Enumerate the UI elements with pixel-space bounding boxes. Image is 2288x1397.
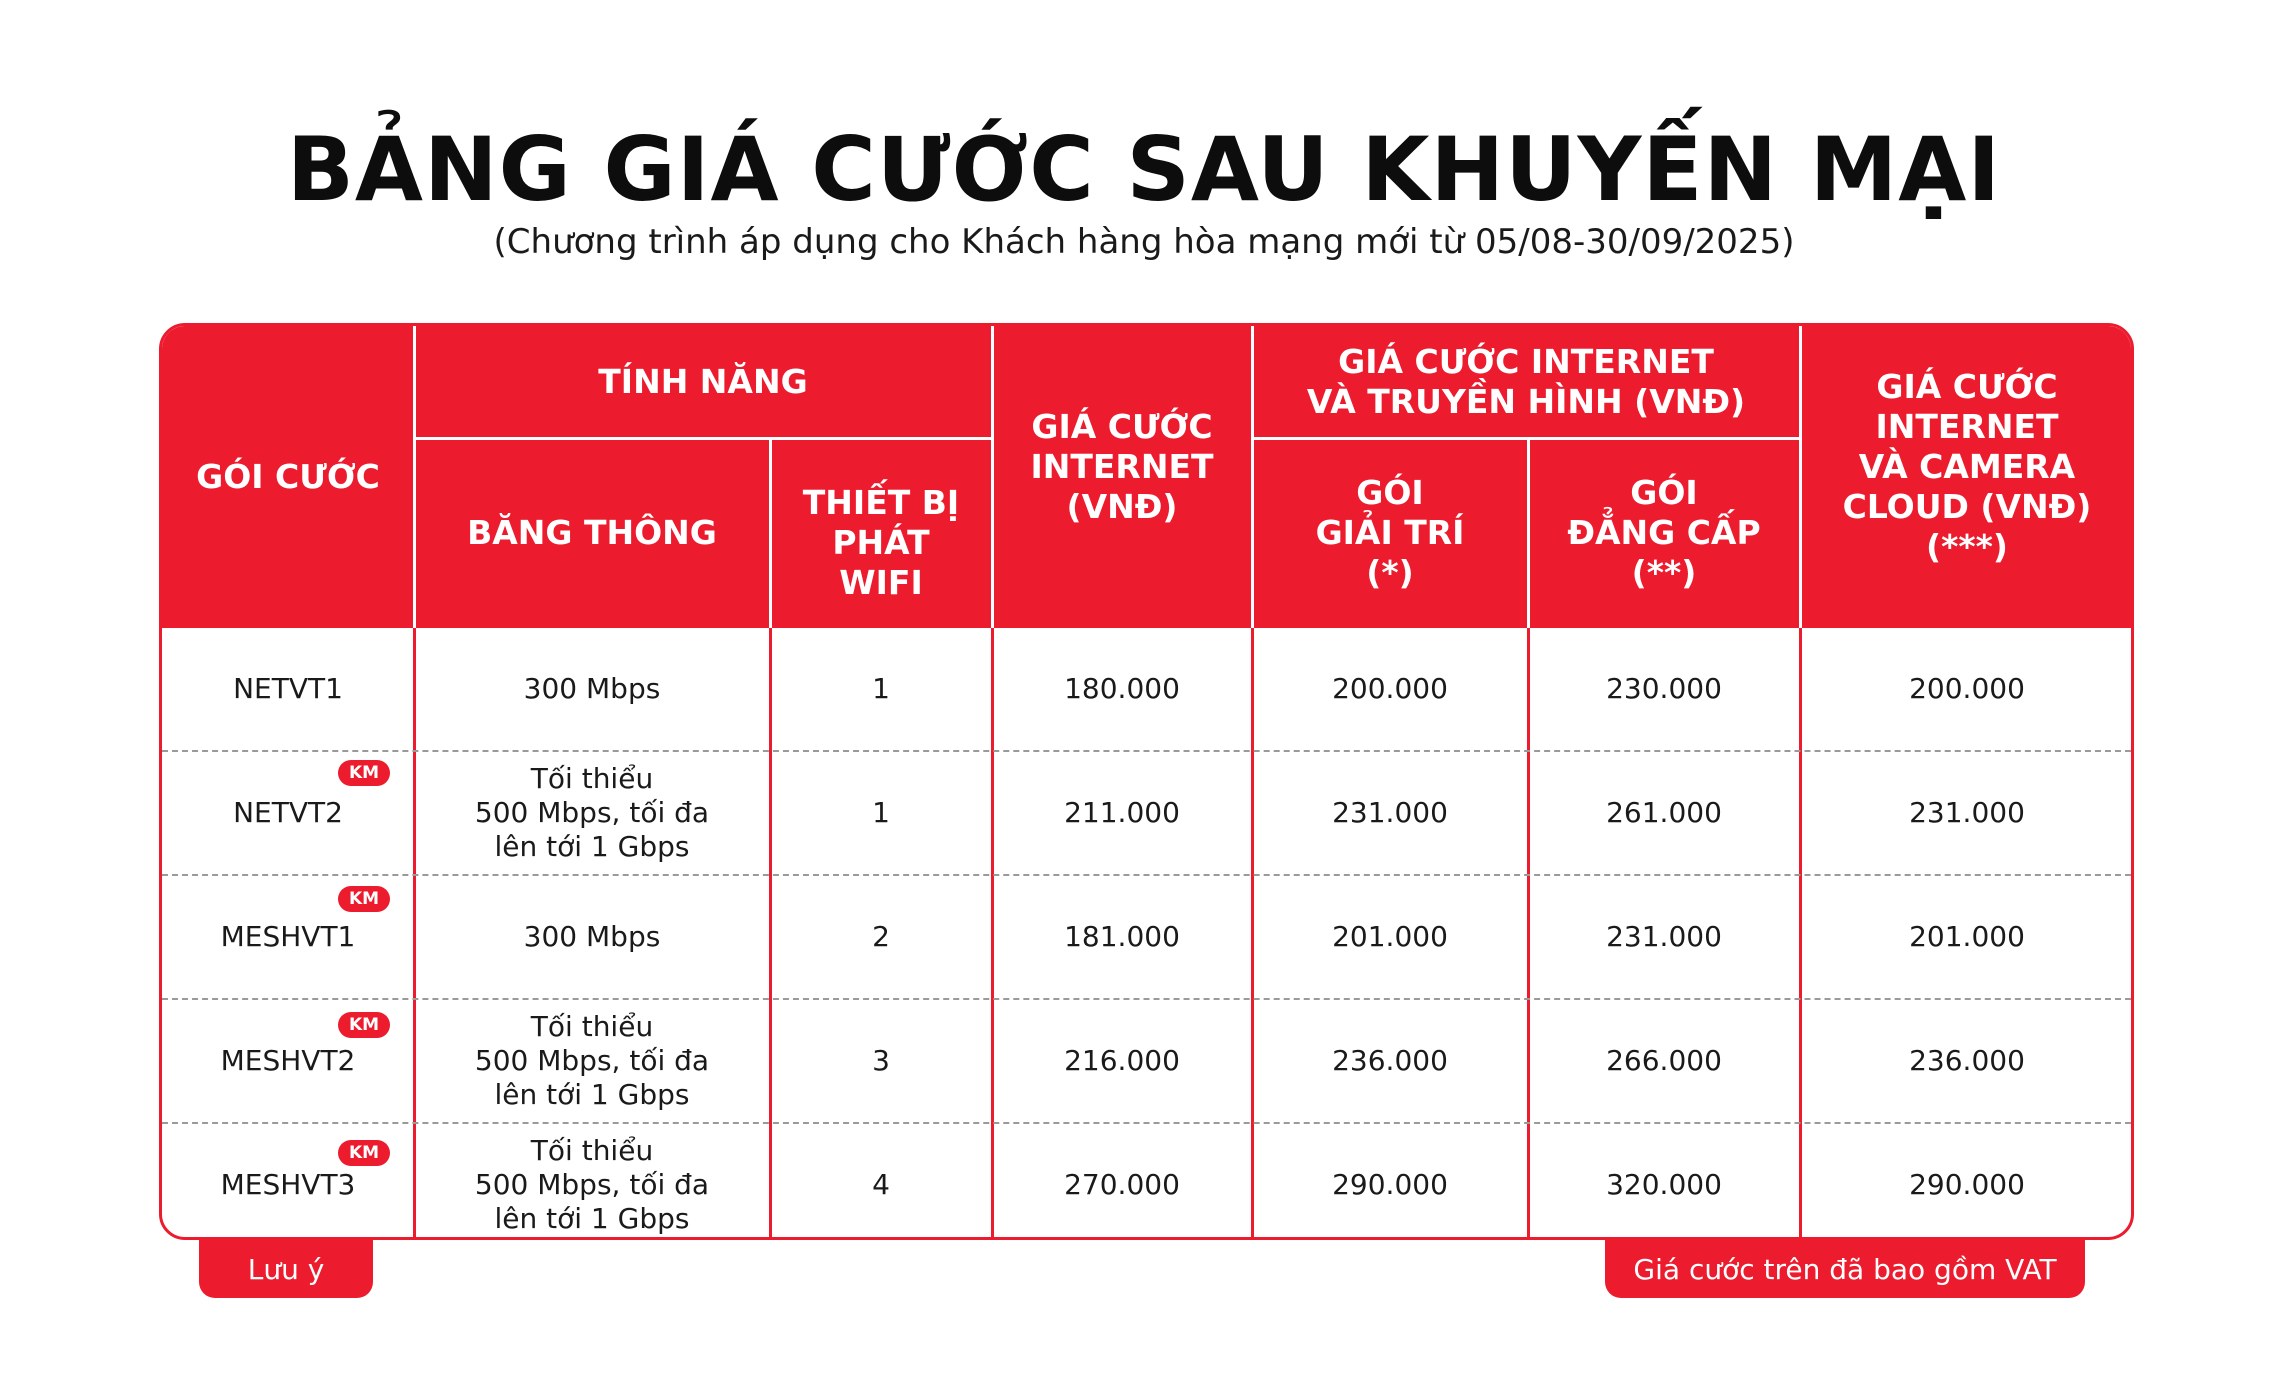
row-bandwidth: Tối thiểu 500 Mbps, tối đa lên tới 1 Gbps — [474, 762, 710, 863]
row-name: NETVT1 — [233, 672, 343, 705]
row-dang-cap-price: 266.000 — [1606, 1044, 1722, 1077]
row-devices: 3 — [872, 1044, 890, 1077]
row-dang-cap-price: 231.000 — [1606, 920, 1722, 953]
row-dang-cap-price: 320.000 — [1606, 1168, 1722, 1201]
header-goi-cuoc: GÓI CƯỚC — [162, 326, 414, 628]
row-giai-tri-price: 231.000 — [1332, 796, 1448, 829]
row-devices: 1 — [872, 796, 890, 829]
header-gia-internet: GIÁ CƯỚC INTERNET (VNĐ) — [992, 326, 1252, 628]
row-internet-price: 181.000 — [1064, 920, 1180, 953]
row-giai-tri-price: 200.000 — [1332, 672, 1448, 705]
row-name: MESHVT1 — [220, 920, 356, 953]
header-divider — [414, 437, 992, 440]
header-divider — [1252, 437, 1800, 440]
row-camera-price: 236.000 — [1909, 1044, 2025, 1077]
km-badge: KM — [338, 1012, 390, 1038]
header-goi-dang-cap: GÓI ĐẲNG CẤP (**) — [1528, 438, 1800, 628]
row-bandwidth: 300 Mbps — [523, 920, 661, 953]
row-dang-cap-price: 261.000 — [1606, 796, 1722, 829]
header-divider — [1251, 326, 1254, 628]
header-goi-giai-tri: GÓI GIẢI TRÍ (*) — [1252, 438, 1528, 628]
row-bandwidth: Tối thiểu 500 Mbps, tối đa lên tới 1 Gbps — [474, 1010, 710, 1111]
row-name: NETVT2 — [233, 796, 343, 829]
row-bandwidth: Tối thiểu 500 Mbps, tối đa lên tới 1 Gbps — [474, 1134, 710, 1235]
row-internet-price: 211.000 — [1064, 796, 1180, 829]
km-badge: KM — [338, 1140, 390, 1166]
row-name: MESHVT3 — [220, 1168, 356, 1201]
header-bang-thong: BĂNG THÔNG — [414, 438, 770, 628]
row-dang-cap-price: 230.000 — [1606, 672, 1722, 705]
header-divider — [769, 438, 772, 628]
row-giai-tri-price: 236.000 — [1332, 1044, 1448, 1077]
header-tinh-nang: TÍNH NĂNG — [414, 326, 992, 438]
page-title: BẢNG GIÁ CƯỚC SAU KHUYẾN MẠI — [286, 118, 2002, 221]
row-camera-price: 290.000 — [1909, 1168, 2025, 1201]
row-camera-price: 200.000 — [1909, 672, 2025, 705]
row-internet-price: 270.000 — [1064, 1168, 1180, 1201]
note-tab: Lưu ý — [199, 1240, 373, 1298]
row-bandwidth: 300 Mbps — [523, 672, 661, 705]
header-divider — [991, 326, 994, 628]
row-camera-price: 231.000 — [1909, 796, 2025, 829]
price-table — [159, 323, 2134, 1240]
row-devices: 1 — [872, 672, 890, 705]
header-divider — [413, 326, 416, 628]
km-badge: KM — [338, 886, 390, 912]
header-gia-camera-cloud: GIÁ CƯỚC INTERNET VÀ CAMERA CLOUD (VNĐ) (***) — [1800, 326, 2134, 628]
header-gia-internet-truyen-hinh: GIÁ CƯỚC INTERNET VÀ TRUYỀN HÌNH (VNĐ) — [1252, 326, 1800, 438]
row-internet-price: 216.000 — [1064, 1044, 1180, 1077]
header-thiet-bi-wifi: THIẾT BỊ PHÁT WIFI — [770, 438, 992, 628]
km-badge: KM — [338, 760, 390, 786]
row-camera-price: 201.000 — [1909, 920, 2025, 953]
row-devices: 2 — [872, 920, 890, 953]
row-giai-tri-price: 290.000 — [1332, 1168, 1448, 1201]
row-name: MESHVT2 — [220, 1044, 356, 1077]
page-subtitle: (Chương trình áp dụng cho Khách hàng hòa mạng mới từ 05/08-30/09/2025) — [493, 222, 1795, 262]
header-divider — [1527, 438, 1530, 628]
header-divider — [1799, 326, 1802, 628]
row-giai-tri-price: 201.000 — [1332, 920, 1448, 953]
vat-note: Giá cước trên đã bao gồm VAT — [1605, 1240, 2085, 1298]
row-devices: 4 — [872, 1168, 890, 1201]
row-internet-price: 180.000 — [1064, 672, 1180, 705]
